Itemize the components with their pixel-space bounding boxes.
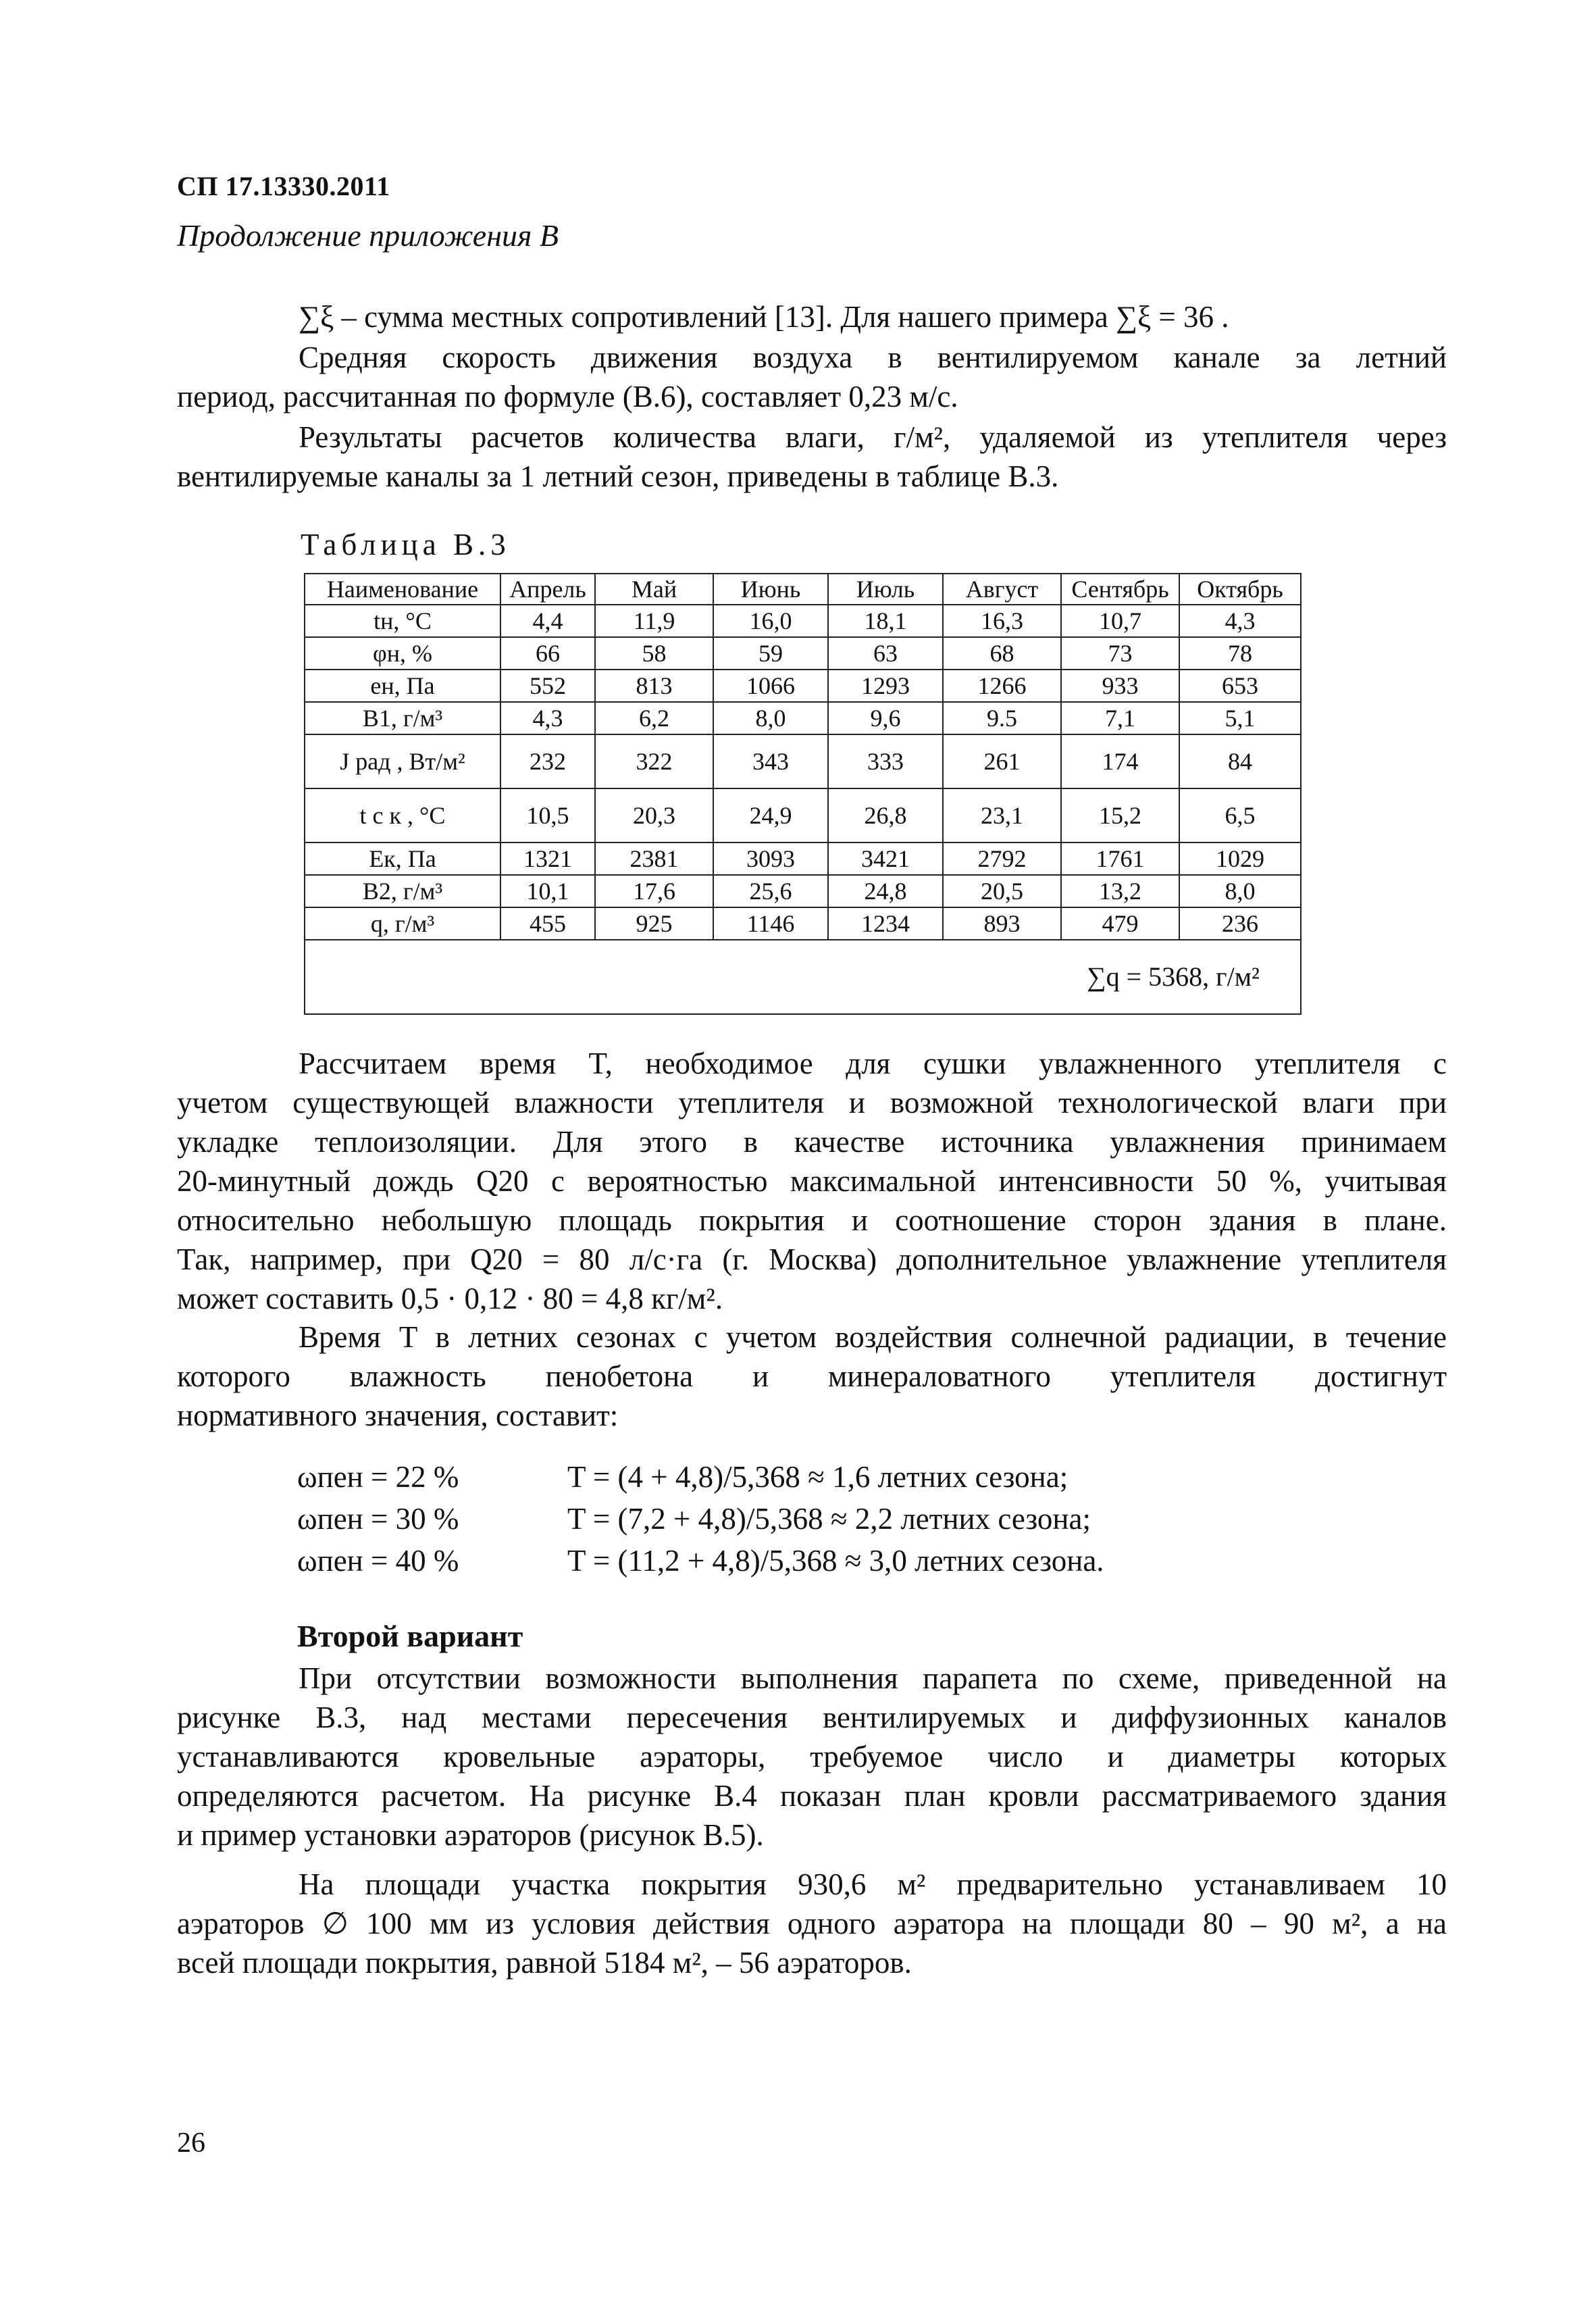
- sum-value: ∑q = 5368, г/м²: [1087, 961, 1260, 992]
- table-cell: 3421: [828, 842, 943, 875]
- row-label: Eк, Па: [305, 842, 500, 875]
- table-cell: 8,0: [713, 702, 828, 734]
- paragraph-results: Результаты расчетов количества влаги, г/м², удаляемой из утеплителя через вентилируемые каналы за 1 летний сезон, приведены в таблице В.3.: [177, 420, 1447, 493]
- table-cell: 552: [500, 670, 595, 702]
- formula-time-30: T = (7,2 + 4,8)/5,368 ≈ 2,2 летних сезона;: [567, 1502, 1091, 1536]
- table-row: [305, 875, 1301, 907]
- results-table: [304, 573, 1302, 1015]
- header-september: Сентябрь: [1061, 574, 1179, 605]
- table-cell: 73: [1061, 637, 1179, 670]
- table-row: [305, 788, 1301, 842]
- table-cell: 236: [1179, 907, 1301, 940]
- table-sum-cell: [305, 940, 1301, 1014]
- table-cell: 1146: [713, 907, 828, 940]
- formula-time-22: T = (4 + 4,8)/5,368 ≈ 1,6 летних сезона;: [567, 1460, 1069, 1494]
- table-cell: 2381: [595, 842, 713, 875]
- paragraph-drying-time: Рассчитаем время T, необходимое для сушки увлажненного утеплителя с учетом существующей влажности утеплителя и возможной технологической влаги при укладке теплоизоляции. Для этого в качестве источника увлажнения принимаем 20-минутный дождь Q20 с вероятностью максимальной интенсивности 50 %, учитывая относительно небольшую площадь покрытия и соотношение сторон здания в плане. Так, например, при Q20 = 80 л/с·га (г. Москва) дополнительное увлажнение утеплителя может составить 0,5 · 0,12 · 80 = 4,8 кг/м².: [177, 1047, 1447, 1315]
- table-cell: 925: [595, 907, 713, 940]
- table-cell: 261: [943, 734, 1061, 788]
- table-cell: 1293: [828, 670, 943, 702]
- table-cell: 9.5: [943, 702, 1061, 734]
- table-cell: 26,8: [828, 788, 943, 842]
- formula-time-40: T = (11,2 + 4,8)/5,368 ≈ 3,0 летних сезона.: [567, 1544, 1104, 1578]
- paragraph-aerators: При отсутствии возможности выполнения парапета по схеме, приведенной на рисунке В.3, над местами пересечения вентилируемых и диффузионных каналов устанавливаются кровельные аэраторы, требуемое число и диаметры которых определяются расчетом. На рисунке В.4 показан план кровли рассматриваемого здания и пример установки аэраторов (рисунок В.5).: [177, 1661, 1447, 1852]
- table-cell: 8,0: [1179, 875, 1301, 907]
- row-label: t с к , °С: [305, 788, 500, 842]
- table-cell: 78: [1179, 637, 1301, 670]
- table-cell: 58: [595, 637, 713, 670]
- table-cell: 6,2: [595, 702, 713, 734]
- table-cell: 25,6: [713, 875, 828, 907]
- formula-moisture-40: ωпен = 40 %: [297, 1544, 459, 1578]
- formula-moisture-22: ωпен = 22 %: [297, 1460, 459, 1494]
- table-cell: 24,9: [713, 788, 828, 842]
- row-label: B1, г/м³: [305, 702, 500, 734]
- table-cell: 20,5: [943, 875, 1061, 907]
- table-cell: 174: [1061, 734, 1179, 788]
- table-cell: 1321: [500, 842, 595, 875]
- table-cell: 1266: [943, 670, 1061, 702]
- table-cell: 10,5: [500, 788, 595, 842]
- table-cell: 10,7: [1061, 605, 1179, 637]
- continuation-label: Продолжение приложения В: [177, 218, 559, 253]
- table-row: [305, 637, 1301, 670]
- table-cell: 813: [595, 670, 713, 702]
- table-row: [305, 842, 1301, 875]
- table-cell: 10,1: [500, 875, 595, 907]
- table-cell: 343: [713, 734, 828, 788]
- header-july: Июль: [828, 574, 943, 605]
- table-cell: 16,3: [943, 605, 1061, 637]
- paragraph-sum-resistances: ∑ξ – сумма местных сопротивлений [13]. Для нашего примера ∑ξ = 36 .: [299, 300, 1229, 334]
- table-cell: 17,6: [595, 875, 713, 907]
- table-cell: 4,4: [500, 605, 595, 637]
- table-cell: 333: [828, 734, 943, 788]
- row-label: B2, г/м³: [305, 875, 500, 907]
- table-sum-row: [305, 940, 1301, 1014]
- table-cell: 68: [943, 637, 1061, 670]
- row-label: J рад , Вт/м²: [305, 734, 500, 788]
- header-april: Апрель: [500, 574, 595, 605]
- table-row: [305, 907, 1301, 940]
- table-cell: 6,5: [1179, 788, 1301, 842]
- page-number: 26: [177, 2128, 205, 2159]
- row-label: eн, Па: [305, 670, 500, 702]
- table-header-row: [305, 574, 1301, 605]
- table-row: [305, 702, 1301, 734]
- header-october: Октябрь: [1179, 574, 1301, 605]
- table-cell: 4,3: [1179, 605, 1301, 637]
- table-cell: 455: [500, 907, 595, 940]
- table-cell: 7,1: [1061, 702, 1179, 734]
- table-cell: 479: [1061, 907, 1179, 940]
- paragraph-aerator-count: На площади участка покрытия 930,6 м² предварительно устанавливаем 10 аэраторов ∅ 100 мм из условия действия одного аэратора на площади 80 – 90 м², а на всей площади покрытия, равной 5184 м², – 56 аэраторов.: [177, 1867, 1447, 1980]
- table-cell: 3093: [713, 842, 828, 875]
- header-name: Наименование: [305, 574, 500, 605]
- document-code: СП 17.13330.2011: [177, 171, 390, 201]
- table-cell: 23,1: [943, 788, 1061, 842]
- table-cell: 18,1: [828, 605, 943, 637]
- row-label: φн, %: [305, 637, 500, 670]
- table-cell: 322: [595, 734, 713, 788]
- table-cell: 5,1: [1179, 702, 1301, 734]
- table-cell: 11,9: [595, 605, 713, 637]
- table-row: [305, 734, 1301, 788]
- table-cell: 232: [500, 734, 595, 788]
- section-heading: Второй вариант: [297, 1619, 523, 1653]
- table-cell: 9,6: [828, 702, 943, 734]
- header-june: Июнь: [713, 574, 828, 605]
- table-cell: 84: [1179, 734, 1301, 788]
- table-caption: Таблица В.3: [301, 528, 511, 561]
- table-cell: 59: [713, 637, 828, 670]
- table-cell: 4,3: [500, 702, 595, 734]
- row-label: q, г/м³: [305, 907, 500, 940]
- table-cell: 66: [500, 637, 595, 670]
- paragraph-air-speed: Средняя скорость движения воздуха в вентилируемом канале за летний период, рассчитанная по формуле (В.6), составляет 0,23 м/с.: [177, 341, 1447, 413]
- table-cell: 63: [828, 637, 943, 670]
- table-cell: 15,2: [1061, 788, 1179, 842]
- paragraph-summer-seasons: Время T в летних сезонах с учетом воздействия солнечной радиации, в течение которого влажность пенобетона и минераловатного утеплителя достигнут нормативного значения, составит:: [177, 1320, 1447, 1432]
- table-cell: 1761: [1061, 842, 1179, 875]
- header-may: Май: [595, 574, 713, 605]
- table-cell: 16,0: [713, 605, 828, 637]
- table-cell: 933: [1061, 670, 1179, 702]
- table-cell: 20,3: [595, 788, 713, 842]
- table-cell: 13,2: [1061, 875, 1179, 907]
- table-cell: 893: [943, 907, 1061, 940]
- table-row: [305, 605, 1301, 637]
- row-label: tн, °С: [305, 605, 500, 637]
- table-cell: 1234: [828, 907, 943, 940]
- table-cell: 1029: [1179, 842, 1301, 875]
- formula-moisture-30: ωпен = 30 %: [297, 1502, 459, 1536]
- table-row: [305, 670, 1301, 702]
- table-cell: 24,8: [828, 875, 943, 907]
- table-cell: 653: [1179, 670, 1301, 702]
- header-august: Август: [943, 574, 1061, 605]
- table-cell: 1066: [713, 670, 828, 702]
- table-cell: 2792: [943, 842, 1061, 875]
